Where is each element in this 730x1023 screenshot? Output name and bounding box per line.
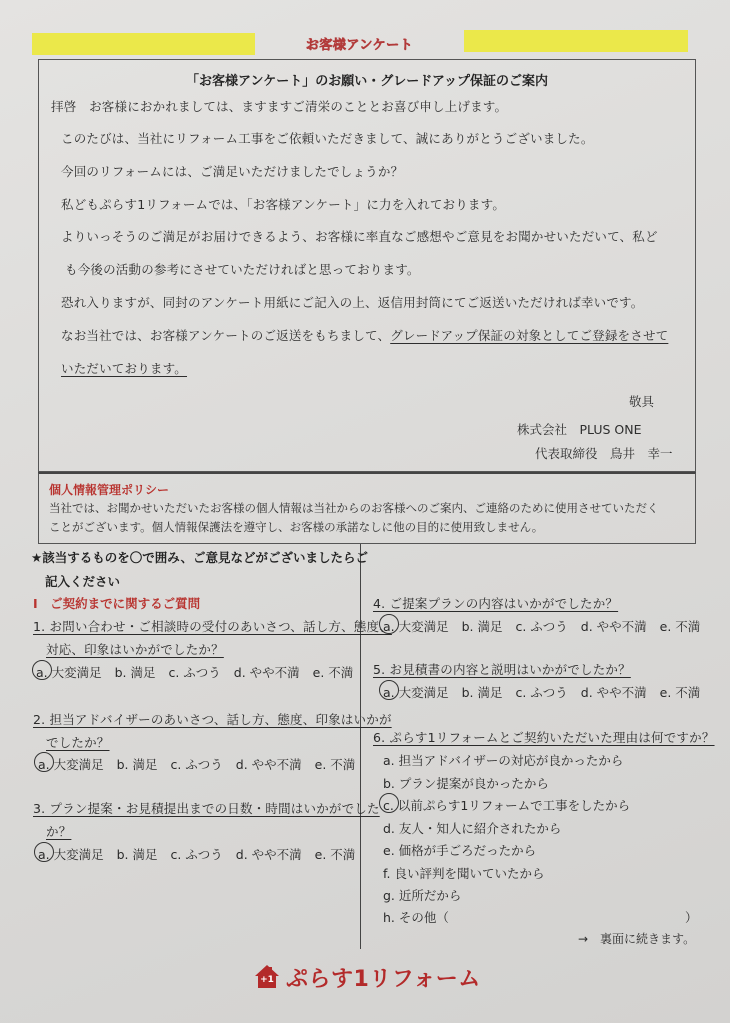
warranty-emphasis-1: グレードアップ保証の対象としてご登録をさせて [390, 328, 669, 343]
privacy-policy-box [38, 472, 696, 544]
q3-option-a[interactable]: a. 大変満足 [38, 847, 104, 862]
question-3-options [38, 845, 364, 863]
q4-option-e[interactable]: e. 不満 [659, 619, 701, 634]
q6-reason-e[interactable]: e. 価格が手ごろだったから [383, 843, 537, 858]
letter-line-question: 今回のリフォームには、ご満足いただけましたでしょうか？ [61, 164, 404, 179]
representative: 代表取締役 鳥井 幸一 [535, 446, 673, 461]
letter-box [38, 59, 696, 472]
q4-option-d[interactable]: d. やや不満 [580, 619, 647, 634]
letter-line-thanks: このたびは、当社にリフォーム工事をご依頼いただきまして、誠にありがとうございました。 [61, 131, 594, 146]
privacy-policy-line-2: ことがございます。個人情報保護法を遵守し、お客様の承諾なしに他の目的に使用致しません。 [49, 520, 544, 534]
instruction-line-2: 記入ください [45, 574, 121, 589]
q2-option-a[interactable]: a. 大変満足 [38, 757, 104, 772]
privacy-policy-line-1: 当社では、お聞かせいただいたお客様の個人情報は当社からのお客様へのご案内、ご連絡のために使用させていただく [49, 501, 659, 515]
question-5-options [383, 683, 709, 701]
closing: 敬具 [629, 394, 655, 409]
q6-reason-d[interactable]: d. 友人・知人に紹介されたから [383, 821, 562, 836]
question-6-title: 6. ぷらす1リフォームとご契約いただいた理由は何ですか？ [373, 730, 715, 745]
highlight-bar-right [464, 30, 688, 52]
letter-heading: 「お客様アンケート」のお願い・グレードアップ保証のご案内 [186, 74, 548, 89]
continue-note: → 裏面に続きます。 [578, 932, 696, 946]
q2-option-b[interactable]: b. 満足 [116, 757, 158, 772]
question-3-line-1: 3. プラン提案・お見積提出までの日数・時間はいかがでした [33, 801, 380, 816]
letter-line-survey-focus: 私どもぷらす1リフォームでは、「お客様アンケート」に力を入れております。 [61, 197, 506, 212]
question-5-line-1: 5. お見積書の内容と説明はいかがでしたか？ [373, 662, 631, 677]
section-title: Ⅰ ご契約までに関するご質問 [33, 596, 201, 611]
q3-option-d[interactable]: d. やや不満 [235, 847, 302, 862]
letter-line-warranty-1 [61, 326, 668, 344]
company-logo [254, 963, 481, 991]
q4-option-a[interactable]: a. 大変満足 [383, 619, 449, 634]
warranty-emphasis-2: いただいております。 [61, 361, 188, 376]
question-3-line-2: か？ [46, 824, 72, 839]
q6-reason-f[interactable]: f. 良い評判を聞いていたから [383, 866, 545, 881]
q2-option-e[interactable]: e. 不満 [314, 757, 356, 772]
q6-reason-c[interactable]: c. 以前ぷらす1リフォームで工事をしたから [383, 798, 631, 813]
q6-other-close-paren: ） [685, 910, 698, 925]
q4-option-b[interactable]: b. 満足 [461, 619, 503, 634]
q6-reason-b[interactable]: b. プラン提案が良かったから [383, 776, 549, 791]
letter-line-request-1: よりいっそうのご満足がお届けできるよう、お客様に率直なご感想やご意見をお聞かせいただいて、私ど [61, 229, 658, 244]
q3-option-c[interactable]: c. ふつう [170, 847, 223, 862]
question-4-options [383, 617, 709, 635]
q5-option-a[interactable]: a. 大変満足 [383, 685, 449, 700]
q1-option-c[interactable]: c. ふつう [168, 665, 221, 680]
question-1-options [36, 663, 362, 681]
company-name: 株式会社 PLUS ONE [517, 422, 642, 437]
q3-option-e[interactable]: e. 不満 [314, 847, 356, 862]
logo-wordmark: ぷらす1リフォーム [286, 966, 481, 992]
privacy-policy-title: 個人情報管理ポリシー [49, 483, 170, 497]
column-divider [360, 544, 361, 949]
house-logo-icon [254, 964, 280, 990]
question-2-options [38, 755, 364, 773]
question-2-line-1: 2. 担当アドバイザーのあいさつ、話し方、態度、印象はいかが [33, 712, 392, 727]
q1-option-a[interactable]: a. 大変満足 [36, 665, 102, 680]
q5-option-d[interactable]: d. やや不満 [580, 685, 647, 700]
question-1-line-2: 対応、印象はいかがでしたか？ [46, 642, 224, 657]
q1-option-d[interactable]: d. やや不満 [233, 665, 300, 680]
question-4-line-1: 4. ご提案プランの内容はいかがでしたか？ [373, 596, 619, 611]
letter-line-greeting: 拝啓 お客様におかれましては、ますますご清栄のこととお喜び申し上げます。 [51, 99, 508, 114]
q5-option-b[interactable]: b. 満足 [461, 685, 503, 700]
svg-text:+1: +1 [260, 975, 274, 985]
q4-option-c[interactable]: c. ふつう [515, 619, 568, 634]
warranty-prefix: なお当社では、お客様アンケートのご返送をもちまして、 [61, 328, 391, 343]
q6-reason-g[interactable]: g. 近所だから [383, 888, 462, 903]
question-1-line-1: 1. お問い合わせ・ご相談時の受付のあいさつ、話し方、態度、 [33, 619, 392, 634]
q2-option-c[interactable]: c. ふつう [170, 757, 223, 772]
q3-option-b[interactable]: b. 満足 [116, 847, 158, 862]
q1-option-e[interactable]: e. 不満 [312, 665, 354, 680]
instruction-line-1: ★該当するものを〇で囲み、ご意見などがございましたらご [31, 550, 368, 565]
q5-option-c[interactable]: c. ふつう [515, 685, 568, 700]
question-2-line-2: でしたか？ [46, 735, 110, 750]
document-title: お客様アンケート [305, 38, 414, 53]
q5-option-e[interactable]: e. 不満 [659, 685, 701, 700]
q2-option-d[interactable]: d. やや不満 [235, 757, 302, 772]
q6-reason-a[interactable]: a. 担当アドバイザーの対応が良かったから [383, 753, 624, 768]
q6-reason-h-other[interactable]: h. その他（ [383, 910, 449, 925]
q1-option-b[interactable]: b. 満足 [114, 665, 156, 680]
highlight-bar-left [32, 33, 255, 55]
letter-line-request-2: も今後の活動の参考にさせていただければと思っております。 [65, 262, 420, 277]
letter-line-return: 恐れ入りますが、同封のアンケート用紙にご記入の上、返信用封筒にてご返送いただければ幸いです。 [61, 295, 644, 310]
